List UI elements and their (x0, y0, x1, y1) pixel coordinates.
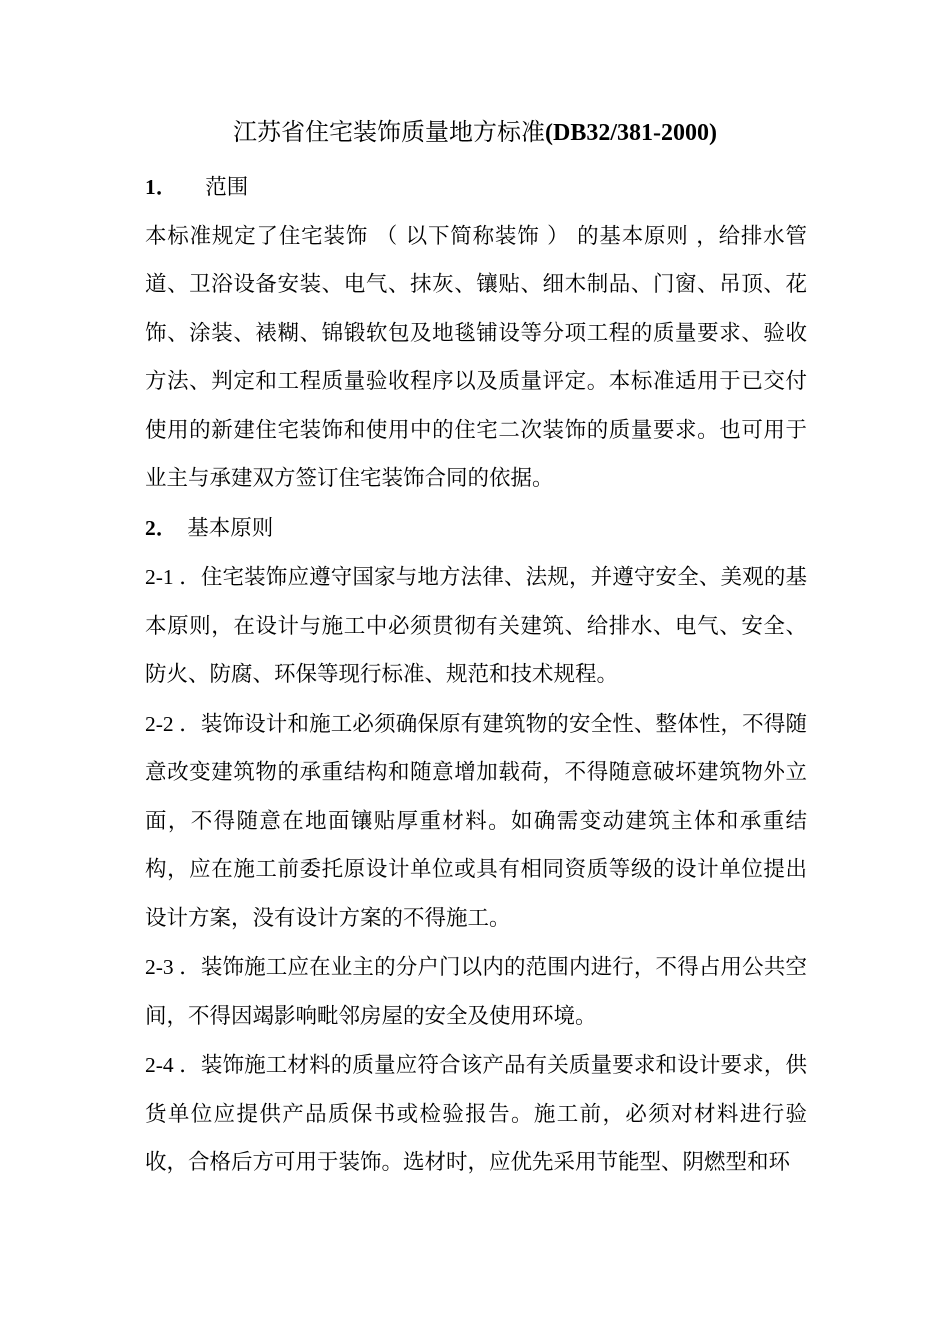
clause-2-4 (145, 1041, 807, 1188)
clause-number: 2-2 ． (145, 711, 201, 736)
document-title (0, 112, 950, 153)
clause-number: 2-1 ． (145, 565, 201, 589)
scope-paragraph: 本标准规定了住宅装饰 （ 以下简称装饰 ） 的基本原则 ，给排水管道、卫浴设备安装、电气、抹灰、镶贴、细木制品、门窗、吊顶、花饰、涂装、裱糊、锦锻软包及地毯铺设等分项工程的质量要求、验收方法、判定和工程质量验收程序以及质量评定。本标准适用于已交付使用的新建住宅装饰和使用中的住宅二次装饰的质量要求。也可用于业主与承建双方签订住宅装饰合同的依据。 (145, 223, 807, 491)
clause-2-3 (145, 943, 807, 1041)
clause-2-2 (145, 700, 807, 944)
section-number: 2． (145, 515, 178, 540)
section-heading-principles (145, 504, 807, 554)
clause-2-1 (145, 553, 807, 700)
clause-text: 住宅装饰应遵守国家与地方法律、法规，并遵守安全、美观的基本原则，在设计与施工中必须贯彻有关建筑、给排水、电气、安全、防火、防腐、环保等现行标准、规范和技术规程。 (145, 565, 807, 687)
clause-number: 2-4 ． (145, 1053, 201, 1077)
title-text: 江苏省住宅装饰质量地方标准 (233, 118, 545, 146)
section-number: 1． (145, 175, 178, 199)
clause-number: 2-3 ． (145, 955, 201, 979)
standard-code: (DB32/381-2000) (545, 120, 717, 146)
clause-text: 装饰施工材料的质量应符合该产品有关质量要求和设计要求，供货单位应提供产品质保书或检验报告。施工前，必须对材料进行验收，合格后方可用于装饰。选材时，应优先采用节能型、阴燃型和环 (145, 1053, 807, 1175)
clause-text: 装饰施工应在业主的分户门以内的范围内进行，不得占用公共空间，不得因竭影响毗邻房屋的安全及使用环境。 (145, 955, 807, 1029)
section-heading-scope (145, 163, 807, 213)
section-title: 范围 (205, 175, 249, 200)
document-body (145, 163, 807, 1188)
section-title: 基本原则 (187, 515, 274, 541)
clause-text: 装饰设计和施工必须确保原有建筑物的安全性、整体性，不得随意改变建筑物的承重结构和随意增加载荷，不得随意破坏建筑物外立面，不得随意在地面镶贴厚重材料。如确需变动建筑主体和承重结构，应在施工前委托原设计单位或具有相同资质等级的设计单位提出设计方案，没有设计方案的不得施工。 (145, 711, 807, 931)
